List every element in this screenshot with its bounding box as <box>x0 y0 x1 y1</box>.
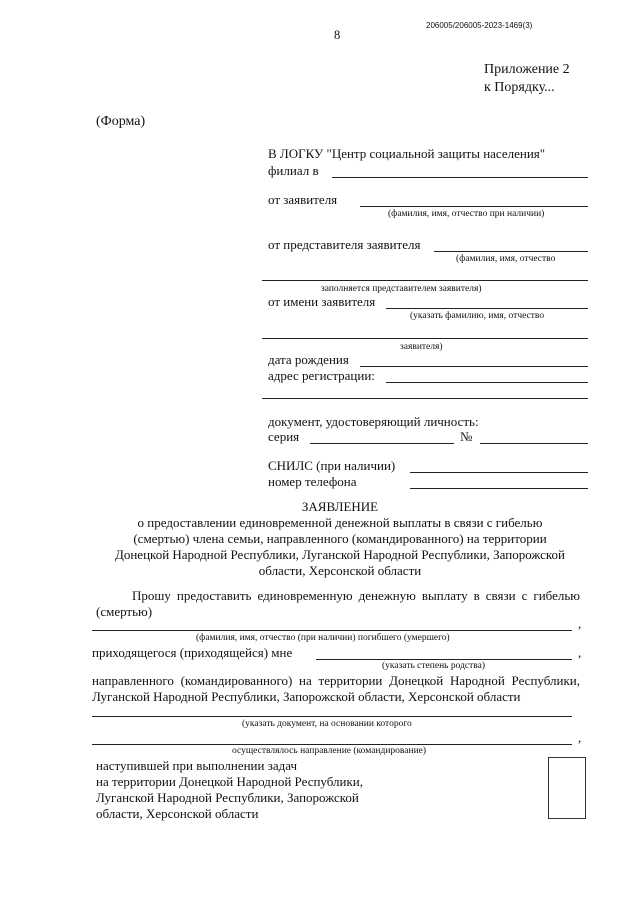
comma-3: , <box>578 730 582 745</box>
sent-line-2: Луганской Народной Республики, Запорожской области, Херсонской области <box>92 689 521 704</box>
request-line-2: (смертью) <box>96 604 153 619</box>
final-line-1: наступившей при выполнении задач <box>96 758 298 773</box>
branch-label: филиал в <box>268 163 319 178</box>
registration-address-label: адрес регистрации: <box>268 368 375 383</box>
series-label: серия <box>268 429 300 444</box>
document-basis-field-2[interactable] <box>92 744 572 745</box>
phone-label: номер телефона <box>268 474 357 489</box>
id-document-label: документ, удостоверяющий личность: <box>268 414 479 429</box>
on-behalf-hint-end: заявителя) <box>400 342 443 352</box>
on-behalf-hint: (указать фамилию, имя, отчество <box>410 311 545 321</box>
birth-date-field[interactable] <box>360 366 588 367</box>
snils-label: СНИЛС (при наличии) <box>268 458 396 473</box>
series-field[interactable] <box>310 443 454 444</box>
representative-note: заполняется представителем заявителя) <box>321 284 482 294</box>
document-basis-field[interactable] <box>92 716 572 717</box>
statement-subtitle-2: (смертью) члена семьи, направленного (командированного) на территории <box>133 531 547 546</box>
from-applicant-label: от заявителя <box>268 192 338 207</box>
statement-subtitle-4: области, Херсонской области <box>258 563 422 578</box>
number-field[interactable] <box>480 443 588 444</box>
final-line-2: на территории Донецкой Народной Республики, <box>96 774 364 789</box>
number-label: № <box>460 429 473 444</box>
final-line-4: области, Херсонской области <box>96 806 259 821</box>
birth-date-label: дата рождения <box>268 352 349 367</box>
addressee-to: В ЛОГКУ "Центр социальной защиты населения" <box>268 146 546 161</box>
applicant-name-field[interactable] <box>360 206 588 207</box>
relation-hint: (указать степень родства) <box>382 661 486 671</box>
statement-subtitle-3: Донецкой Народной Республики, Луганской Народной Республики, Запорожской <box>114 547 566 562</box>
statement-subtitle-1: о предоставлении единовременной денежной выплаты в связи с гибелью <box>137 515 543 530</box>
direction-hint: осуществлялось направление (командирование) <box>232 746 427 756</box>
statement-heading: ЗАЯВЛЕНИЕ <box>301 499 379 514</box>
document-hint: (указать документ, на основании которого <box>242 719 412 729</box>
on-behalf-field[interactable] <box>386 308 588 309</box>
final-line-3: Луганской Народной Республики, Запорожской <box>96 790 359 805</box>
comma-1: , <box>578 616 582 631</box>
appendix-line-2: к Порядку... <box>484 80 555 95</box>
deceased-hint: (фамилия, имя, отчество (при наличии) погибшего (умершего) <box>196 633 450 643</box>
snils-field[interactable] <box>410 472 588 473</box>
form-label: (Форма) <box>96 114 146 129</box>
representative-name-field-2[interactable] <box>262 280 588 281</box>
registration-address-field[interactable] <box>386 382 588 383</box>
on-behalf-label: от имени заявителя <box>268 294 376 309</box>
applicant-hint: (фамилия, имя, отчество при наличии) <box>388 209 545 219</box>
sent-line-1: направленного (командированного) на территории Донецкой Народной Республики, <box>92 673 580 688</box>
document-code: 206005/206005-2023-1469(3) <box>426 21 533 30</box>
from-representative-label: от представителя заявителя <box>268 237 421 252</box>
registration-address-field-2[interactable] <box>262 398 588 399</box>
checkbox-square[interactable] <box>548 757 586 819</box>
relative-label: приходящегося (приходящейся) мне <box>92 645 293 660</box>
deceased-name-field[interactable] <box>92 630 572 631</box>
on-behalf-field-2[interactable] <box>262 338 588 339</box>
branch-field[interactable] <box>332 177 588 178</box>
representative-hint: (фамилия, имя, отчество <box>456 254 556 264</box>
comma-2: , <box>578 645 582 660</box>
representative-name-field[interactable] <box>434 251 588 252</box>
request-line-1: Прошу предоставить единовременную денежную выплату в связи с гибелью <box>132 588 580 603</box>
page-number: 8 <box>334 28 341 42</box>
phone-field[interactable] <box>410 488 588 489</box>
relation-field[interactable] <box>316 659 572 660</box>
appendix-line-1: Приложение 2 <box>484 62 570 77</box>
